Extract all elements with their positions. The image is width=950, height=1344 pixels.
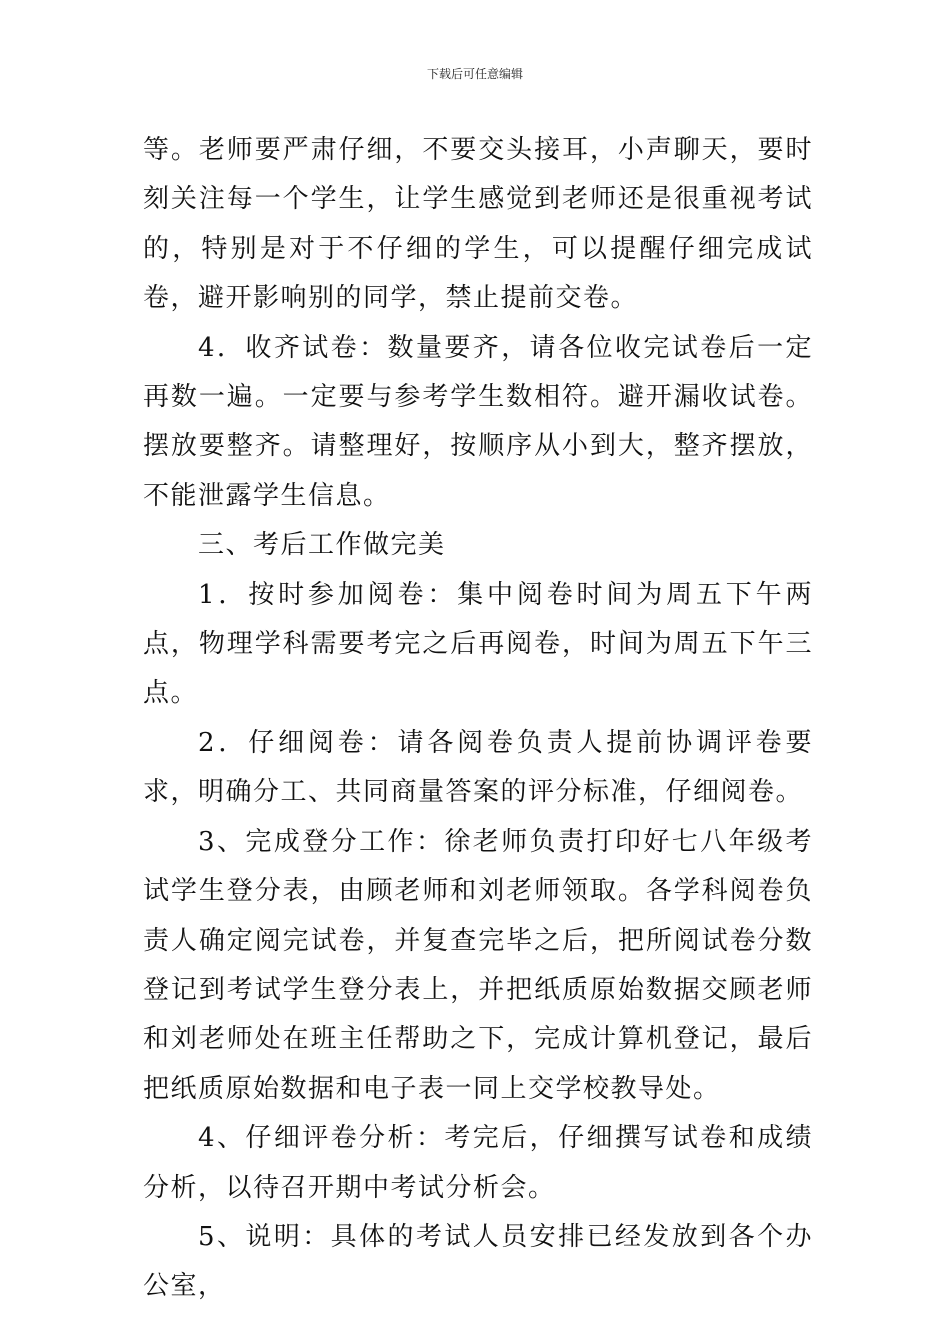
paragraph-collect-papers: 4．收齐试卷：数量要齐，请各位收完试卷后一定再数一遍。一定要与参考学生数相符。避开漏收试卷。摆放要整齐。请整理好，按顺序从小到大，整齐摆放，不能泄露学生信息。 [143, 332, 813, 511]
paragraph-continuation: 等。老师要严肃仔细，不要交头接耳，小声聊天，要时刻关注每一个学生，让学生感觉到老师还是很重视考试的，特别是对于不仔细的学生，可以提醒仔细完成试卷，避开影响别的同学，禁止提前交卷。 [143, 135, 813, 314]
paragraph-careful-grading: 2．仔细阅卷：请各阅卷负责人提前协调评卷要求，明确分工、共同商量答案的评分标准，仔细阅卷。 [143, 727, 813, 808]
paragraph-score-registration: 3、完成登分工作：徐老师负责打印好七八年级考试学生登分表，由顾老师和刘老师领取。各学科阅卷负责人确定阅完试卷，并复查完毕之后，把所阅试卷分数登记到考试学生登分表上，并把纸质原始数据交顾老师和刘老师处在班主任帮助之下，完成计算机登记，最后把纸质原始数据和电子表一同上交学校教导处。 [143, 826, 813, 1104]
section-heading-after-exam: 三、考后工作做完美 [198, 530, 446, 561]
paragraph-analysis: 4、仔细评卷分析：考完后，仔细撰写试卷和成绩分析，以待召开期中考试分析会。 [143, 1123, 813, 1203]
document-body [143, 126, 813, 1312]
paragraph-grading-schedule: 1．按时参加阅卷：集中阅卷时间为周五下午两点，物理学科需要考完之后再阅卷，时间为周五下午三点。 [143, 579, 813, 709]
page-header: 下载后可任意编辑 [426, 67, 523, 81]
paragraph-notes: 5、说明：具体的考试人员安排已经发放到各个办公室， [143, 1221, 813, 1302]
